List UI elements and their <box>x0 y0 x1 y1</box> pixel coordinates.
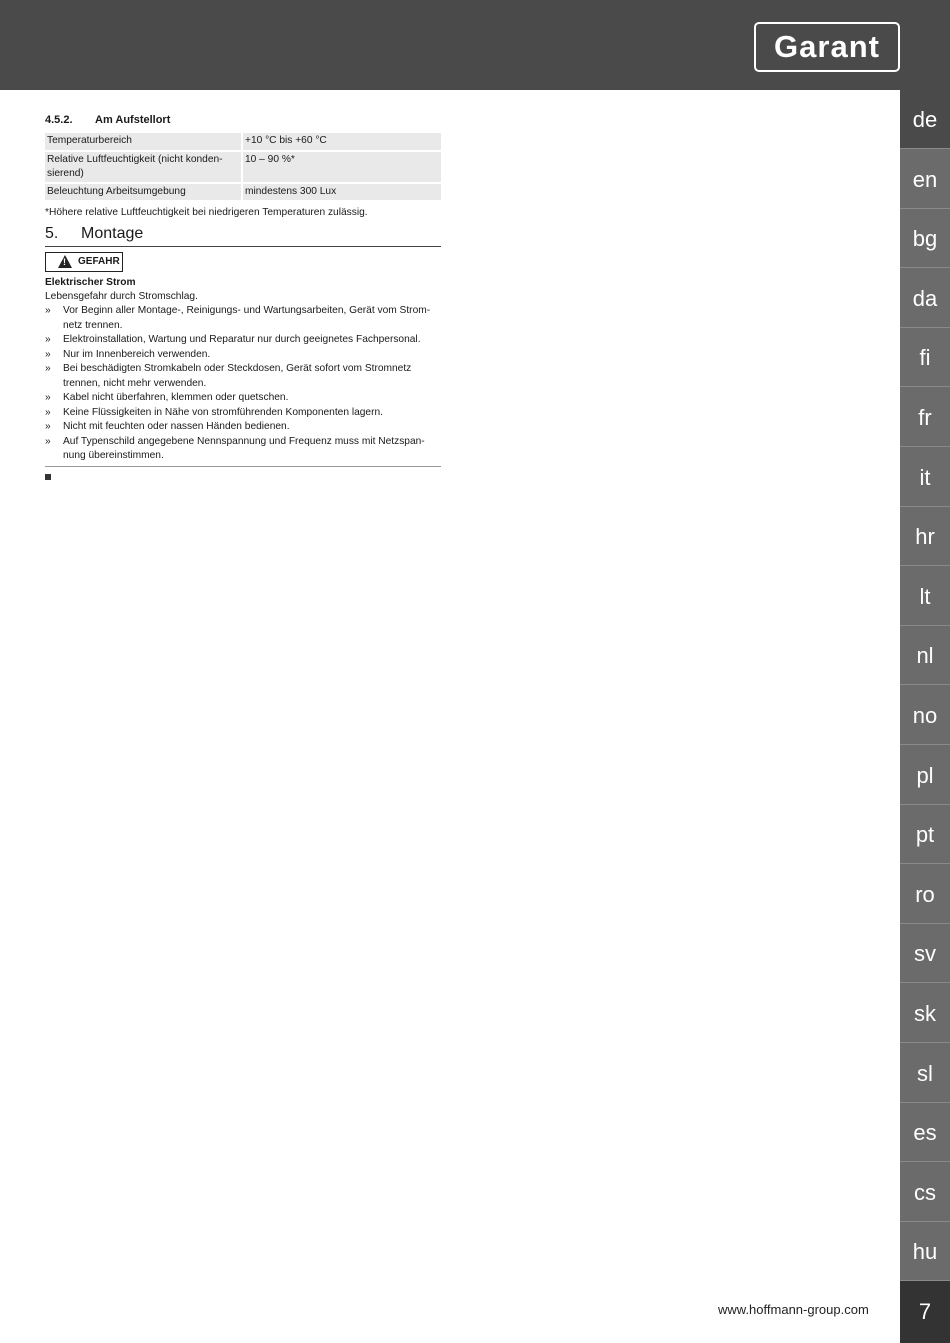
table-row <box>45 152 441 183</box>
action-arrow-icon: » <box>45 334 51 346</box>
language-tab-cs[interactable]: cs <box>900 1163 950 1222</box>
list-item-text: Bei beschädigten Stromkabeln oder Steckdosen, Gerät sofort vom Stromnetz <box>63 363 412 375</box>
header-bar <box>0 0 950 90</box>
list-item-text: Elektroinstallation, Wartung und Reparatur nur durch geeignetes Fachpersonal. <box>63 334 421 346</box>
list-item-text: Nicht mit feuchten oder nassen Händen bedienen. <box>63 421 290 432</box>
table-cell-label: Temperaturbereich <box>47 135 132 147</box>
list-item-text: Nur im Innenbereich verwenden. <box>63 348 211 360</box>
garant-logo: Garant <box>754 22 900 72</box>
table-cell-value: 10 – 90 %* <box>245 153 295 165</box>
table-row <box>45 184 441 200</box>
list-item-text: Vor Beginn aller Montage-, Reinigungs- und Wartungsarbeiten, Gerät vom Strom- <box>63 305 431 317</box>
action-arrow-icon: » <box>45 435 51 447</box>
table-cell-value: mindestens 300 Lux <box>245 186 337 198</box>
table-cell-label: Beleuchtung Arbeitsumgebung <box>47 186 186 198</box>
language-tab-sk[interactable]: sk <box>900 984 950 1043</box>
action-arrow-icon: » <box>45 305 51 317</box>
action-arrow-icon: » <box>45 363 51 375</box>
table-cell-label: Relative Luftfeuchtigkeit (nicht konden- <box>47 153 223 165</box>
language-tab-pt[interactable]: pt <box>900 805 950 864</box>
section-number: 5. <box>45 224 59 242</box>
page-number: 7 <box>900 1281 950 1343</box>
language-tab-pl[interactable]: pl <box>900 746 950 805</box>
language-tab-es[interactable]: es <box>900 1103 950 1162</box>
language-tab-hu[interactable]: hu <box>900 1222 950 1281</box>
list-item-text: trennen, nicht mehr verwenden. <box>63 377 207 389</box>
language-tab-en[interactable]: en <box>900 150 950 209</box>
language-tab-nl[interactable]: nl <box>900 626 950 685</box>
divider <box>45 466 441 467</box>
table-separator <box>241 184 243 200</box>
language-tab-it[interactable]: it <box>900 448 950 507</box>
table-cell-value: +10 °C bis +60 °C <box>245 135 327 147</box>
action-arrow-icon: » <box>45 392 51 403</box>
language-tab-bg[interactable]: bg <box>900 209 950 268</box>
action-arrow-icon: » <box>45 348 51 360</box>
section-rule <box>45 246 441 247</box>
list-item-text: netz trennen. <box>63 319 123 331</box>
hazard-intro: Lebensgefahr durch Stromschlag. <box>45 291 198 303</box>
action-arrow-icon: » <box>45 421 51 432</box>
language-tab-lt[interactable]: lt <box>900 567 950 626</box>
section-title: Montage <box>81 224 144 242</box>
warning-triangle-icon <box>58 255 72 268</box>
section-number: 4.5.2. <box>45 114 73 126</box>
table-separator <box>241 133 243 149</box>
footer-url[interactable]: www.hoffmann-group.com <box>718 1302 869 1317</box>
hazard-title: Elektrischer Strom <box>45 276 136 288</box>
language-tab-fr[interactable]: fr <box>900 388 950 447</box>
language-tab-no[interactable]: no <box>900 686 950 745</box>
hazard-label: GEFAHR <box>78 255 120 267</box>
language-tab-hr[interactable]: hr <box>900 507 950 566</box>
language-tab-sl[interactable]: sl <box>900 1044 950 1103</box>
language-tab-da[interactable]: da <box>900 269 950 328</box>
table-row <box>45 133 441 149</box>
language-tab-de[interactable]: de <box>900 90 950 149</box>
table-cell-label: sierend) <box>47 167 84 179</box>
hazard-badge <box>45 252 123 272</box>
language-sidebar <box>900 90 950 1343</box>
language-tab-sv[interactable]: sv <box>900 924 950 983</box>
language-tab-ro[interactable]: ro <box>900 865 950 924</box>
section-title: Am Aufstellort <box>95 114 171 126</box>
language-tab-fi[interactable]: fi <box>900 328 950 387</box>
list-item-text: Keine Flüssigkeiten in Nähe von stromführenden Komponenten lagern. <box>63 406 383 418</box>
action-arrow-icon: » <box>45 406 51 418</box>
table-note: *Höhere relative Luftfeuchtigkeit bei niedrigeren Temperaturen zulässig. <box>45 206 368 218</box>
list-item-text: Auf Typenschild angegebene Nennspannung und Frequenz muss mit Netzspan- <box>63 435 425 447</box>
list-item-text: nung übereinstimmen. <box>63 449 164 461</box>
table-separator <box>241 152 243 183</box>
square-bullet-icon <box>45 471 59 484</box>
list-item-text: Kabel nicht überfahren, klemmen oder quetschen. <box>63 392 289 403</box>
